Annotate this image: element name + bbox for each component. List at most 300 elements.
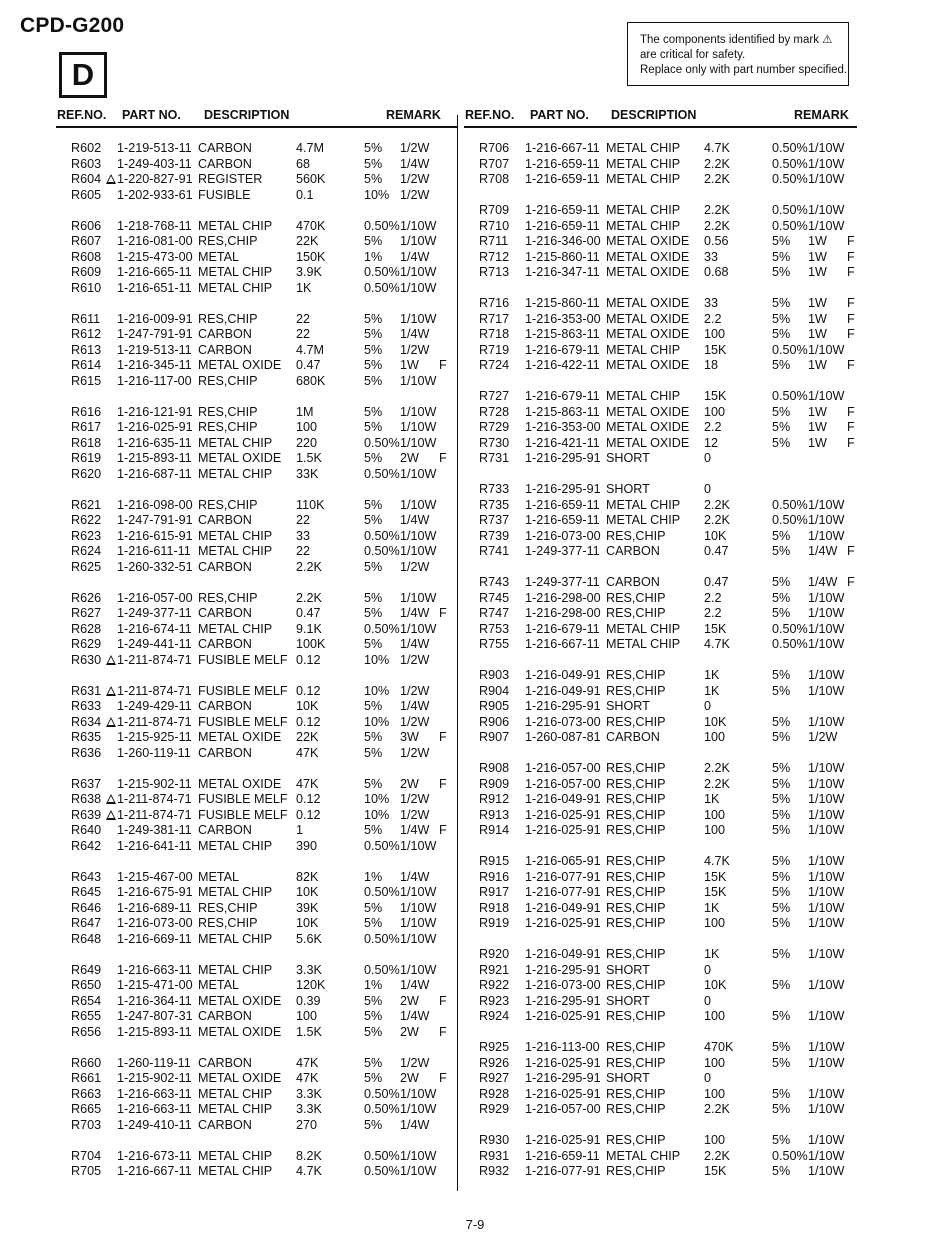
description: FUSIBLE MELF <box>198 652 288 667</box>
wattage: 1/10W <box>808 342 845 357</box>
wattage: 1/2W <box>400 792 430 806</box>
description: CARBON <box>198 559 252 574</box>
value: 270 <box>296 1117 318 1132</box>
description: METAL CHIP <box>198 931 273 946</box>
part-number: 1-216-615-91 <box>117 528 193 543</box>
value: 110K <box>296 497 325 512</box>
value: 100 <box>704 1086 726 1101</box>
description: RES,CHIP <box>606 1133 666 1147</box>
description: METAL CHIP <box>198 544 273 558</box>
wattage: 1/10W <box>400 931 437 946</box>
value: 120K <box>296 978 326 992</box>
value: 2.2K <box>704 172 730 186</box>
tolerance: 5% <box>364 606 383 620</box>
description: METAL CHIP <box>606 156 681 171</box>
part-number: 1-216-659-11 <box>525 497 600 512</box>
flag: F <box>847 265 855 279</box>
tolerance: 5% <box>364 699 383 713</box>
description: METAL OXIDE <box>606 420 690 434</box>
tolerance: 0.50% <box>772 172 808 186</box>
description: METAL CHIP <box>606 172 681 186</box>
description: RES,CHIP <box>198 311 258 326</box>
description: METAL OXIDE <box>198 776 282 791</box>
part-number: 1-216-025-91 <box>117 420 193 434</box>
tolerance: 5% <box>364 342 383 357</box>
value: 0.12 <box>296 807 321 822</box>
ref-number: R927 <box>479 1071 510 1085</box>
wattage: 1/10W <box>400 497 437 512</box>
part-number: 1-216-421-11 <box>525 435 600 450</box>
ref-number: R663 <box>71 1086 102 1101</box>
part-number: 1-216-025-91 <box>525 1009 601 1023</box>
description: FUSIBLE MELF <box>198 807 288 822</box>
ref-number: R607 <box>71 234 102 248</box>
value: 47K <box>296 1071 319 1085</box>
safety-notice <box>627 22 849 86</box>
value: 2.2K <box>704 1102 730 1116</box>
wattage: 1/10W <box>808 823 845 837</box>
ref-number: R623 <box>71 528 102 543</box>
part-number: 1-211-874-71 <box>117 807 192 822</box>
wattage: 1/10W <box>400 265 437 279</box>
tolerance: 5% <box>364 497 383 512</box>
tolerance: 0.50% <box>772 218 808 233</box>
tolerance: 5% <box>772 1164 791 1178</box>
value: 39K <box>296 900 319 915</box>
tolerance: 5% <box>364 993 383 1008</box>
value: 2.2K <box>704 1148 730 1163</box>
wattage: 1/10W <box>808 1148 845 1163</box>
description: SHORT <box>606 451 650 465</box>
wattage: 1/10W <box>400 435 437 450</box>
tolerance: 10% <box>364 714 390 729</box>
value: 2.2K <box>704 218 730 233</box>
description: METAL CHIP <box>198 466 273 481</box>
part-number: 1-216-675-91 <box>117 885 193 899</box>
value: 15K <box>704 621 727 636</box>
part-number: 1-216-347-11 <box>525 265 600 279</box>
tolerance: 5% <box>772 823 791 837</box>
value: 2.2K <box>704 156 730 171</box>
part-number: 1-216-673-11 <box>117 1148 192 1163</box>
flag: F <box>847 544 855 558</box>
ref-number: R605 <box>71 187 102 202</box>
ref-number: R705 <box>71 1164 102 1178</box>
wattage: 1/4W <box>400 869 430 884</box>
safety-warning-icon <box>106 794 116 804</box>
part-number: 1-216-364-11 <box>117 993 192 1008</box>
part-number: 1-216-057-00 <box>525 1102 601 1116</box>
ref-number: R929 <box>479 1102 510 1116</box>
part-number: 1-249-377-11 <box>525 575 600 589</box>
part-number: 1-216-121-91 <box>117 404 193 419</box>
tolerance: 5% <box>772 792 791 806</box>
description: RES,CHIP <box>606 947 666 961</box>
description: METAL CHIP <box>198 1102 273 1116</box>
value: 1.5K <box>296 451 322 465</box>
value: 0.47 <box>704 575 729 589</box>
tolerance: 0.50% <box>364 838 400 853</box>
tolerance: 10% <box>364 792 390 806</box>
value: 33 <box>704 249 719 264</box>
value: 47K <box>296 776 319 791</box>
wattage: 1/10W <box>808 714 845 729</box>
wattage: 1/2W <box>400 683 430 698</box>
tolerance: 1% <box>364 978 383 992</box>
description: METAL CHIP <box>198 528 273 543</box>
value: 10K <box>296 699 319 713</box>
wattage: 1/10W <box>808 885 845 899</box>
tolerance: 5% <box>364 559 383 574</box>
flag: F <box>847 327 855 341</box>
tolerance: 5% <box>772 420 791 434</box>
part-number: 1-219-513-11 <box>117 342 192 357</box>
value: 2.2K <box>704 776 730 791</box>
wattage: 1/4W <box>400 637 430 651</box>
description: METAL OXIDE <box>198 358 282 372</box>
wattage: 1/10W <box>808 156 845 171</box>
ref-number: R704 <box>71 1148 102 1163</box>
tolerance: 5% <box>364 451 383 465</box>
ref-number: R614 <box>71 358 102 372</box>
flag: F <box>847 249 855 264</box>
value: 1K <box>704 947 720 961</box>
description: RES,CHIP <box>606 916 666 930</box>
ref-number: R713 <box>479 265 510 279</box>
part-number: 1-216-113-00 <box>525 1040 600 1054</box>
tolerance: 0.50% <box>364 280 400 295</box>
value: 9.1K <box>296 621 322 636</box>
ref-number: R650 <box>71 978 102 992</box>
value: 47K <box>296 745 319 760</box>
value: 390 <box>296 838 318 853</box>
safety-warning-icon <box>106 810 116 820</box>
flag: F <box>847 296 855 310</box>
tolerance: 5% <box>364 745 383 760</box>
header-remark: REMARK <box>386 108 441 122</box>
value: 1 <box>296 823 304 837</box>
ref-number: R918 <box>479 900 510 915</box>
value: 2.2 <box>704 311 722 326</box>
value: 1K <box>704 668 720 682</box>
wattage: 1W <box>808 435 827 450</box>
value: 10K <box>704 528 727 543</box>
ref-number: R905 <box>479 699 510 713</box>
ref-number: R717 <box>479 311 510 326</box>
wattage: 1/10W <box>400 916 437 930</box>
part-number: 1-216-667-11 <box>525 141 600 155</box>
value: 470K <box>704 1040 734 1054</box>
value: 2.2K <box>704 203 730 217</box>
part-number: 1-211-874-71 <box>117 683 192 698</box>
part-number: 1-216-025-91 <box>525 1086 601 1101</box>
header-part: PART NO. <box>122 108 181 122</box>
ref-number: R617 <box>71 420 102 434</box>
wattage: 1/10W <box>400 590 437 605</box>
wattage: 1/10W <box>808 172 845 186</box>
ref-number: R907 <box>479 730 510 744</box>
wattage: 1/4W <box>400 978 430 992</box>
value: 33 <box>704 296 719 310</box>
tolerance: 0.50% <box>364 1102 400 1116</box>
wattage: 1/4W <box>808 575 838 589</box>
value: 0.1 <box>296 187 314 202</box>
description: CARBON <box>606 575 660 589</box>
wattage: 1/10W <box>808 590 845 605</box>
value: 1K <box>704 900 720 915</box>
description: FUSIBLE MELF <box>198 792 288 806</box>
description: CARBON <box>198 1117 252 1132</box>
flag: F <box>847 575 855 589</box>
ref-number: R649 <box>71 962 102 977</box>
value: 2.2K <box>296 590 322 605</box>
wattage: 1/10W <box>808 1133 845 1147</box>
wattage: 1/10W <box>400 404 437 419</box>
ref-number: R626 <box>71 590 102 605</box>
value: 33K <box>296 466 319 481</box>
ref-number: R753 <box>479 621 510 636</box>
tolerance: 5% <box>364 311 383 326</box>
description: METAL CHIP <box>606 637 681 651</box>
wattage: 1/4W <box>400 823 430 837</box>
wattage: 2W <box>400 1024 419 1039</box>
tolerance: 5% <box>364 141 383 155</box>
ref-number: R618 <box>71 435 102 450</box>
value: 470K <box>296 218 326 233</box>
wattage: 1/10W <box>808 141 845 155</box>
value: 82K <box>296 869 319 884</box>
ref-number: R627 <box>71 606 102 620</box>
part-number: 1-249-381-11 <box>117 823 192 837</box>
ref-number: R616 <box>71 404 102 419</box>
part-number: 1-216-025-91 <box>525 807 601 822</box>
value: 0.12 <box>296 683 321 698</box>
header-desc: DESCRIPTION <box>204 108 290 122</box>
wattage: 1/4W <box>400 513 430 527</box>
ref-number: R654 <box>71 993 102 1008</box>
description: RES,CHIP <box>606 869 666 884</box>
value: 2.2K <box>296 559 322 574</box>
ref-number: R909 <box>479 776 510 791</box>
ref-number: R608 <box>71 249 102 264</box>
part-number: 1-216-669-11 <box>117 931 192 946</box>
tolerance: 5% <box>772 249 791 264</box>
tolerance: 5% <box>772 1055 791 1070</box>
value: 0.12 <box>296 652 321 667</box>
ref-number: R914 <box>479 823 510 837</box>
tolerance: 10% <box>364 187 390 202</box>
description: RES,CHIP <box>198 497 258 512</box>
value: 4.7M <box>296 342 324 357</box>
tolerance: 1% <box>364 869 383 884</box>
part-number: 1-216-659-11 <box>525 156 600 171</box>
description: RES,CHIP <box>606 1040 666 1054</box>
part-number: 1-216-025-91 <box>525 1055 601 1070</box>
description: METAL OXIDE <box>606 265 690 279</box>
tolerance: 5% <box>772 776 791 791</box>
part-number: 1-216-009-91 <box>117 311 193 326</box>
wattage: 1/2W <box>400 714 430 729</box>
description: REGISTER <box>198 172 263 186</box>
tolerance: 5% <box>364 156 383 171</box>
part-number: 1-216-025-91 <box>525 823 601 837</box>
description: RES,CHIP <box>198 590 258 605</box>
ref-number: R620 <box>71 466 102 481</box>
part-number: 1-216-422-11 <box>525 358 600 372</box>
wattage: 1/2W <box>400 807 430 822</box>
wattage: 1W <box>808 249 827 264</box>
value: 0.68 <box>704 265 729 279</box>
wattage: 1/10W <box>808 218 845 233</box>
description: METAL OXIDE <box>606 404 690 419</box>
ref-number: R919 <box>479 916 510 930</box>
flag: F <box>847 358 855 372</box>
description: RES,CHIP <box>606 978 666 992</box>
part-number: 1-216-663-11 <box>117 1086 192 1101</box>
ref-number: R712 <box>479 249 510 264</box>
description: SHORT <box>606 482 650 496</box>
value: 22K <box>296 730 319 744</box>
part-number: 1-216-641-11 <box>117 838 192 853</box>
value: 0 <box>704 1071 712 1085</box>
wattage: 1/4W <box>400 327 430 341</box>
part-number: 1-260-087-81 <box>525 730 601 744</box>
tolerance: 5% <box>772 916 791 930</box>
tolerance: 10% <box>364 683 390 698</box>
part-number: 1-215-893-11 <box>117 451 192 465</box>
section-label: D <box>59 52 107 98</box>
flag: F <box>439 358 447 372</box>
part-number: 1-216-025-91 <box>525 1133 601 1147</box>
ref-number: R613 <box>71 342 102 357</box>
tolerance: 5% <box>772 265 791 279</box>
value: 1.5K <box>296 1024 322 1039</box>
tolerance: 0.50% <box>364 466 400 481</box>
part-number: 1-220-827-91 <box>117 172 193 186</box>
description: METAL <box>198 869 240 884</box>
tolerance: 0.50% <box>772 637 808 651</box>
part-number: 1-249-377-11 <box>117 606 192 620</box>
tolerance: 5% <box>772 575 791 589</box>
description: METAL CHIP <box>606 141 681 155</box>
ref-number: R639 <box>71 807 102 822</box>
description: CARBON <box>198 156 252 171</box>
tolerance: 5% <box>772 1009 791 1023</box>
description: SHORT <box>606 962 650 977</box>
description: METAL CHIP <box>198 435 273 450</box>
description: METAL OXIDE <box>606 311 690 326</box>
wattage: 1/10W <box>400 218 437 233</box>
part-number: 1-216-659-11 <box>525 203 600 217</box>
value: 15K <box>704 342 727 357</box>
tolerance: 5% <box>772 327 791 341</box>
part-number: 1-216-659-11 <box>525 172 600 186</box>
value: 1M <box>296 404 314 419</box>
header-ref: REF.NO. <box>465 108 515 122</box>
tolerance: 0.50% <box>364 265 400 279</box>
value: 4.7M <box>296 141 324 155</box>
part-number: 1-249-403-11 <box>117 156 192 171</box>
part-number: 1-216-353-00 <box>525 420 601 434</box>
tolerance: 5% <box>772 528 791 543</box>
value: 22 <box>296 513 311 527</box>
ref-number: R913 <box>479 807 510 822</box>
ref-number: R731 <box>479 451 510 465</box>
ref-number: R912 <box>479 792 510 806</box>
wattage: 1/2W <box>400 559 430 574</box>
flag: F <box>847 420 855 434</box>
wattage: 1/10W <box>808 637 845 651</box>
model-title: CPD-G200 <box>20 14 125 37</box>
page-number: 7-9 <box>465 1217 485 1232</box>
ref-number: R655 <box>71 1009 102 1023</box>
ref-number: R643 <box>71 869 102 884</box>
wattage: 1/10W <box>808 497 845 512</box>
part-number: 1-216-049-91 <box>525 792 601 806</box>
description: RES,CHIP <box>606 714 666 729</box>
tolerance: 0.50% <box>364 544 400 558</box>
description: METAL CHIP <box>606 621 681 636</box>
description: METAL OXIDE <box>606 234 690 248</box>
wattage: 1/10W <box>808 683 845 698</box>
description: METAL CHIP <box>606 513 681 527</box>
value: 100 <box>704 1133 726 1147</box>
ref-number: R921 <box>479 962 510 977</box>
wattage: 1/4W <box>400 1117 430 1132</box>
wattage: 1W <box>808 311 827 326</box>
description: RES,CHIP <box>198 373 258 388</box>
part-number: 1-247-807-31 <box>117 1009 193 1023</box>
description: METAL CHIP <box>198 838 273 853</box>
part-number: 1-216-674-11 <box>117 621 192 636</box>
description: METAL CHIP <box>198 265 273 279</box>
value: 150K <box>296 249 326 264</box>
value: 1K <box>704 792 720 806</box>
description: RES,CHIP <box>606 776 666 791</box>
part-number: 1-215-925-11 <box>117 730 192 744</box>
tolerance: 0.50% <box>772 497 808 512</box>
value: 0.47 <box>704 544 729 558</box>
tolerance: 5% <box>364 373 383 388</box>
wattage: 1/10W <box>808 1102 845 1116</box>
tolerance: 5% <box>772 947 791 961</box>
ref-number: R636 <box>71 745 102 760</box>
wattage: 1/4W <box>400 606 430 620</box>
value: 2.2K <box>704 497 730 512</box>
part-number: 1-249-377-11 <box>525 544 600 558</box>
part-number: 1-211-874-71 <box>117 714 192 729</box>
tolerance: 5% <box>772 714 791 729</box>
ref-number: R928 <box>479 1086 510 1101</box>
description: FUSIBLE MELF <box>198 714 288 729</box>
value: 4.7K <box>296 1164 322 1178</box>
wattage: 1/10W <box>808 854 845 868</box>
ref-number: R611 <box>71 311 101 326</box>
value: 10K <box>704 978 727 992</box>
ref-number: R706 <box>479 141 510 155</box>
wattage: 1W <box>400 358 419 372</box>
ref-number: R920 <box>479 947 510 961</box>
description: RES,CHIP <box>606 606 666 620</box>
ref-number: R606 <box>71 218 102 233</box>
ref-number: R718 <box>479 327 510 341</box>
tolerance: 5% <box>772 730 791 744</box>
wattage: 1/2W <box>400 187 430 202</box>
ref-number: R646 <box>71 900 102 915</box>
value: 100 <box>296 420 318 434</box>
description: RES,CHIP <box>606 668 666 682</box>
ref-number: R709 <box>479 203 510 217</box>
